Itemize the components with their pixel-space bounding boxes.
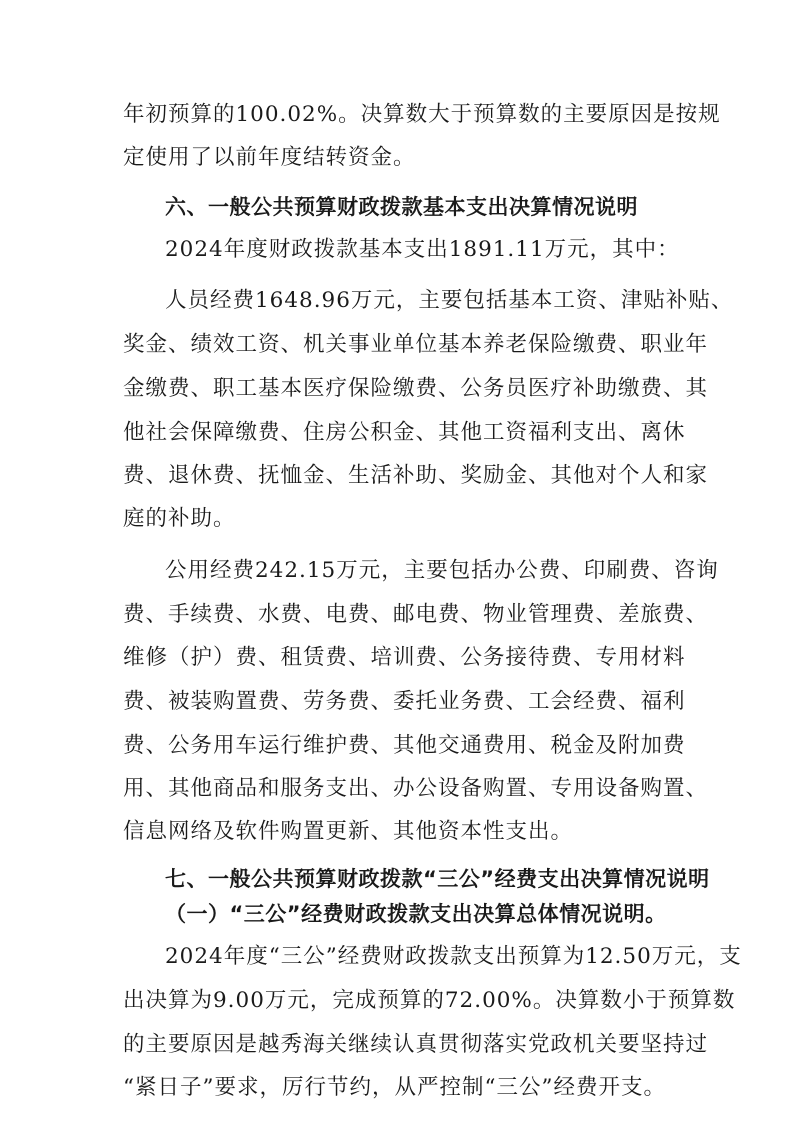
body-text-line: 公用经费242.15万元，主要包括办公费、印刷费、咨询	[165, 558, 719, 583]
body-text-line: 庭的补助。	[123, 506, 236, 531]
body-text-line: 费、退休费、抚恤金、生活补助、奖励金、其他对个人和家	[123, 463, 709, 488]
body-text-line: 金缴费、职工基本医疗保险缴费、公务员医疗补助缴费、其	[123, 376, 709, 401]
body-text-line: 奖金、绩效工资、机关事业单位基本养老保险缴费、职业年	[123, 332, 709, 357]
body-text-line: 费、公务用车运行维护费、其他交通费用、税金及附加费	[123, 733, 686, 758]
body-text-line: 用、其他商品和服务支出、办公设备购置、专用设备购置、	[123, 776, 709, 801]
section-intro: 2024年度财政拨款基本支出1891.11万元，其中：	[165, 237, 680, 262]
body-text-line: 出决算为9.00万元，完成预算的72.00%。决算数小于预算数	[123, 988, 736, 1013]
body-text-line: 年初预算的100.02%。决算数大于预算数的主要原因是按规	[123, 102, 721, 127]
body-text-line: 2024年度“三公”经费财政拨款支出预算为12.50万元，支	[165, 944, 742, 969]
body-text-line: 维修（护）费、租赁费、培训费、公务接待费、专用材料	[123, 645, 686, 670]
section-subheading: （一）“三公”经费财政拨款支出决算总体情况说明。	[165, 902, 667, 926]
body-text-line: 定使用了以前年度结转资金。	[123, 145, 416, 170]
body-text-line: “紧日子”要求，厉行节约，从严控制“三公”经费开支。	[123, 1075, 666, 1100]
body-text-line: 费、被装购置费、劳务费、委托业务费、工会经费、福利	[123, 689, 686, 714]
body-text-line: 的主要原因是越秀海关继续认真贯彻落实党政机关要坚持过	[123, 1032, 709, 1057]
section-heading-6: 六、一般公共预算财政拨款基本支出决算情况说明	[165, 195, 638, 219]
body-text-line: 费、手续费、水费、电费、邮电费、物业管理费、差旅费、	[123, 602, 709, 627]
body-text-line: 信息网络及软件购置更新、其他资本性支出。	[123, 819, 574, 844]
section-heading-7: 七、一般公共预算财政拨款“三公”经费支出决算情况说明	[165, 867, 710, 891]
body-text-line: 他社会保障缴费、住房公积金、其他工资福利支出、离休	[123, 420, 686, 445]
body-text-line: 人员经费1648.96万元，主要包括基本工资、津贴补贴、	[165, 288, 734, 313]
